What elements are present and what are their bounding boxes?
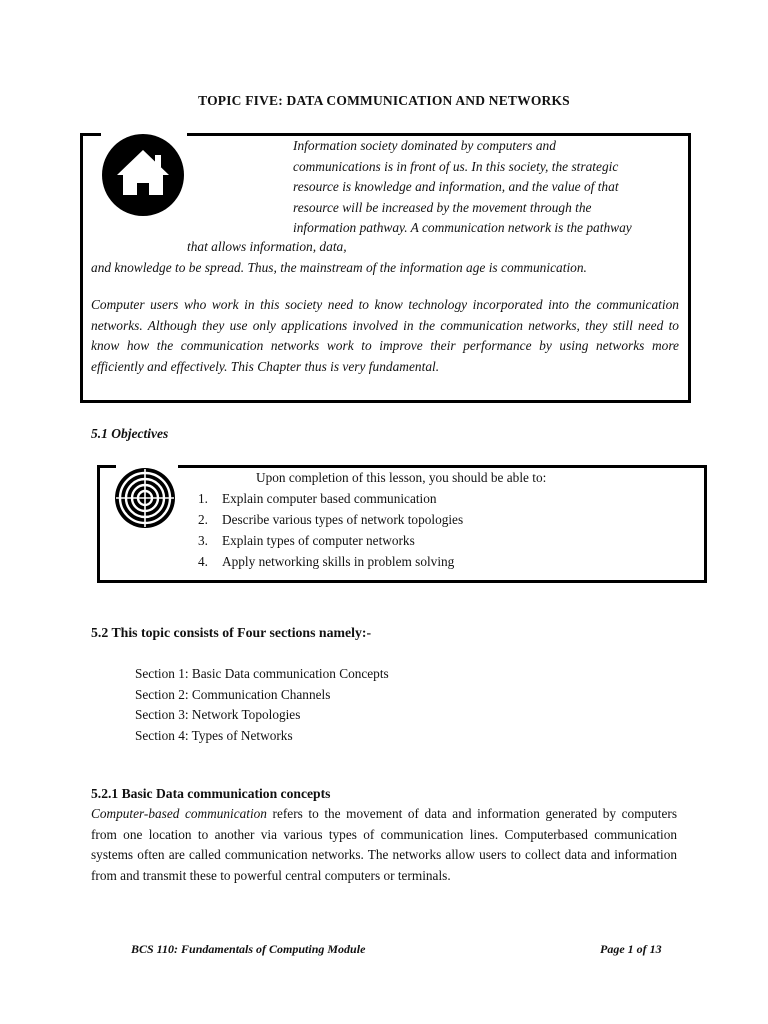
objective-item [198, 509, 463, 530]
section-item: Section 2: Communication Channels [135, 686, 331, 702]
intro-line: Information society dominated by computers and [293, 138, 556, 153]
section-item: Section 4: Types of Networks [135, 727, 293, 743]
objective-text: Describe various types of network topologies [222, 512, 464, 527]
objectives-heading: 5.1 Objectives [91, 426, 169, 441]
objective-text: Explain computer based communication [222, 491, 437, 506]
intro-line-mid: that allows information, data, [187, 239, 347, 254]
objective-text: Explain types of computer networks [222, 533, 415, 548]
page-title: TOPIC FIVE: DATA COMMUNICATION AND NETWORKS [198, 93, 570, 108]
objective-item [198, 488, 463, 509]
intro-line: communications is in front of us. In this society, the strategic [293, 158, 619, 174]
objective-number: 4. [198, 554, 208, 569]
intro-paragraph-2: Computer users who work in this society need to know technology incorporated into the communication networks. Although they use only applications involved in the communication networks, they still need to know how the communication networks work to improve their performance by using networks more efficiently and effectively. This Chapter thus is very fundamental. [91, 297, 679, 374]
intro-line: resource is knowledge and information, and the value of that [293, 179, 619, 194]
objective-item [198, 551, 463, 572]
section-item: Section 1: Basic Data communication Concepts [135, 666, 389, 681]
intro-line-wide: and knowledge to be spread. Thus, the mainstream of the information age is communication. [91, 260, 587, 275]
objective-number: 3. [198, 533, 208, 548]
basic-concepts-paragraph [91, 804, 677, 886]
target-icon [114, 467, 176, 529]
basic-concepts-heading: 5.2.1 Basic Data communication concepts [91, 786, 331, 801]
objective-item [198, 530, 463, 551]
sections-heading: 5.2 This topic consists of Four sections namely:- [91, 625, 372, 640]
footer-module: BCS 110: Fundamentals of Computing Module [131, 942, 366, 956]
intro-text-right [293, 136, 678, 239]
objective-number: 1. [198, 491, 208, 506]
objective-text: Apply networking skills in problem solving [222, 554, 455, 569]
section-item: Section 3: Network Topologies [135, 707, 301, 722]
sections-list [135, 664, 389, 746]
intro-line: resource will be increased by the movement through the [293, 199, 592, 215]
paragraph-text: refers to the movement of data and information generated by computers from one location to another via various types of communication lines. Computerbased communication systems often are called communication networks. The networks allow users to collect data and information from and transmit these to powerful central computers or terminals. [91, 806, 677, 883]
objectives-list [198, 488, 463, 572]
intro-line: information pathway. A communication network is the pathway [293, 220, 632, 235]
objective-number: 2. [198, 512, 208, 527]
objectives-intro: Upon completion of this lesson, you should be able to: [256, 470, 547, 485]
term: Computer-based communication [91, 806, 267, 821]
footer-page-number: Page 1 of 13 [600, 942, 662, 956]
home-icon [101, 133, 185, 217]
